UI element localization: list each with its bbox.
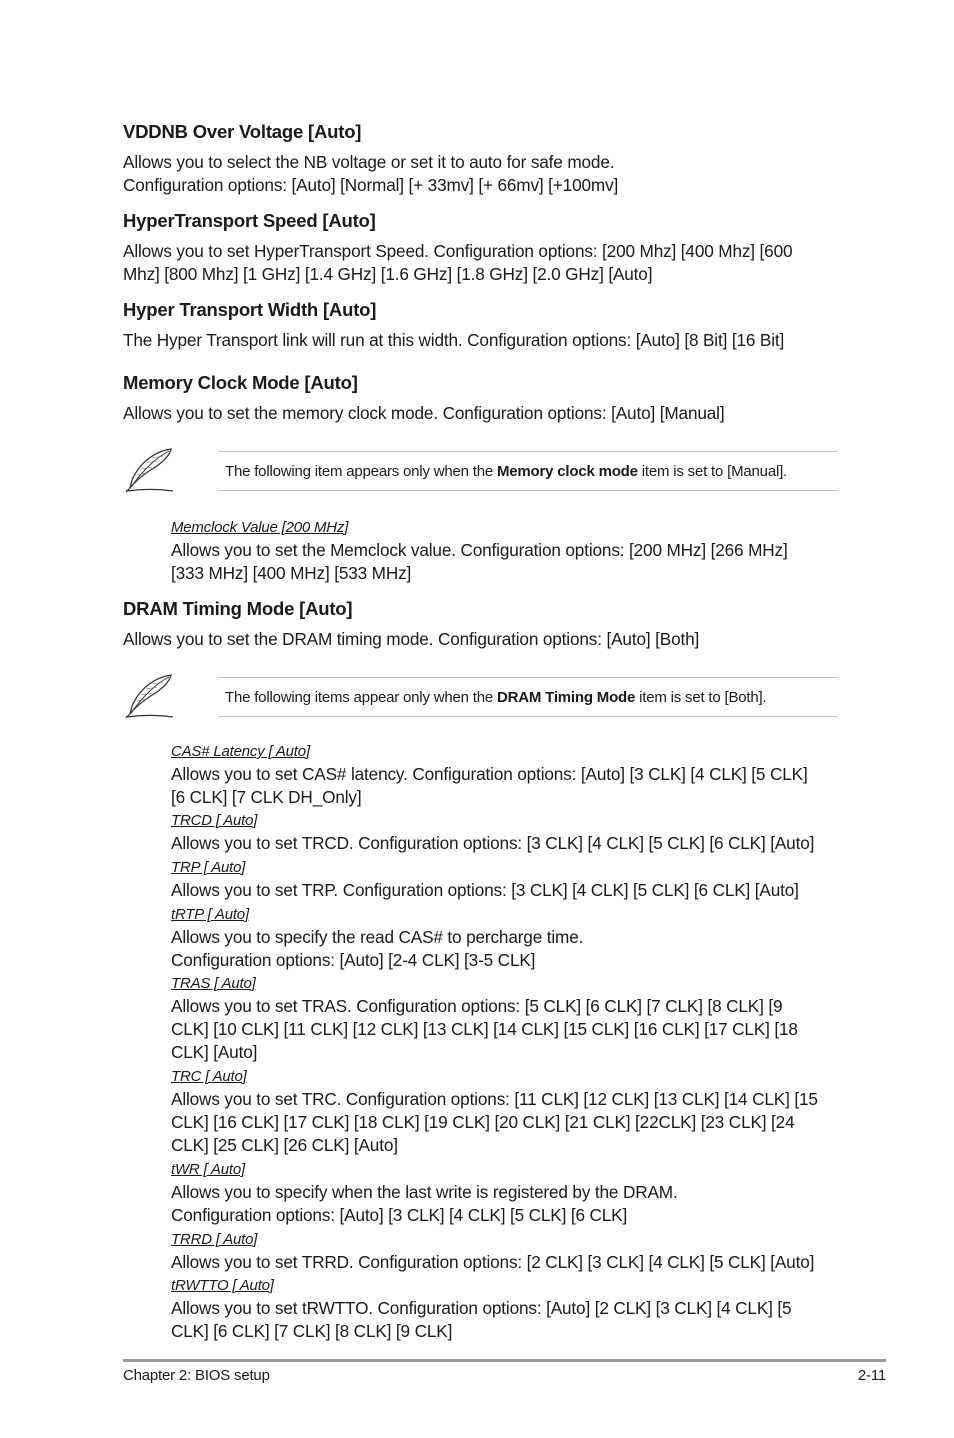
desc-line: Allows you to set the memory clock mode. Configuration options: [Auto] [Manual] (123, 403, 725, 423)
desc-line: Allows you to specify when the last write is registered by the DRAM. (171, 1182, 678, 1202)
note-pre: The following item appears only when the (225, 463, 497, 480)
desc-line: CLK] [6 CLK] [7 CLK] [8 CLK] [9 CLK] (171, 1321, 453, 1341)
desc-line: Allows you to select the NB voltage or set it to auto for safe mode. (123, 152, 615, 172)
desc-line: Allows you to set HyperTransport Speed. Configuration options: [200 Mhz] [400 Mhz] [600 (123, 241, 793, 261)
section-desc-dram-timing-mode (123, 628, 699, 651)
subitem-desc-twr (171, 1181, 678, 1227)
desc-line: Mhz] [800 Mhz] [1 GHz] [1.4 GHz] [1.6 GHz] [1.8 GHz] [2.0 GHz] [Auto] (123, 264, 653, 284)
subitem-desc-tras (171, 995, 798, 1064)
section-desc-mem-clock-mode (123, 402, 724, 425)
note-post: item is set to [Both]. (635, 689, 767, 706)
desc-line: Allows you to set TRP. Configuration options: [3 CLK] [4 CLK] [5 CLK] [6 CLK] [Auto] (171, 880, 799, 900)
desc-line: Allows you to set CAS# latency. Configuration options: [Auto] [3 CLK] [4 CLK] [5 CLK] (171, 764, 808, 784)
desc-line: CLK] [Auto] (171, 1042, 258, 1062)
subitem-title-cas-latency: CAS# Latency [ Auto] (171, 743, 310, 760)
subitem-desc-trwtto (171, 1297, 791, 1343)
subitem-desc-trp (171, 879, 799, 902)
subitem-title-tras: TRAS [ Auto] (171, 975, 256, 992)
subitem-title-twr: tWR [ Auto] (171, 1161, 245, 1178)
subitem-desc-trc (171, 1088, 818, 1157)
desc-line: [333 MHz] [400 MHz] [533 MHz] (171, 563, 412, 583)
subitem-title-trc: TRC [ Auto] (171, 1068, 247, 1085)
desc-line: Allows you to set TRC. Configuration options: [11 CLK] [12 CLK] [13 CLK] [14 CLK] [15 (171, 1089, 818, 1109)
subitem-title-trwtto: tRWTTO [ Auto] (171, 1277, 274, 1294)
subitem-title-trcd: TRCD [ Auto] (171, 812, 258, 829)
note-bold: DRAM Timing Mode (496, 689, 636, 706)
subitem-title-memclock: Memclock Value [200 MHz] (171, 519, 349, 536)
desc-line: [6 CLK] [7 CLK DH_Only] (171, 787, 362, 807)
subitem-title-trtp: tRTP [ Auto] (171, 906, 249, 923)
note-text (225, 689, 766, 706)
desc-line: CLK] [10 CLK] [11 CLK] [12 CLK] [13 CLK] [14 CLK] [15 CLK] [16 CLK] [17 CLK] [18 (171, 1019, 798, 1039)
desc-line: Allows you to set the Memclock value. Configuration options: [200 MHz] [266 MHz] (171, 540, 788, 560)
desc-line: CLK] [16 CLK] [17 CLK] [18 CLK] [19 CLK] [20 CLK] [21 CLK] [22CLK] [23 CLK] [24 (171, 1112, 795, 1132)
note-pre: The following items appear only when the (225, 689, 497, 706)
section-title-ht-width: Hyper Transport Width [Auto] (123, 299, 377, 320)
desc-line: Allows you to set TRCD. Configuration options: [3 CLK] [4 CLK] [5 CLK] [6 CLK] [Auto] (171, 833, 815, 853)
section-title-vddnb: VDDNB Over Voltage [Auto] (123, 121, 362, 142)
section-desc-ht-width (123, 329, 784, 352)
note-pen-icon (123, 672, 175, 720)
desc-line: Allows you to specify the read CAS# to percharge time. (171, 927, 584, 947)
note-text (225, 463, 787, 480)
note-bold: Memory clock mode (496, 463, 638, 480)
desc-line: Allows you to set the DRAM timing mode. Configuration options: [Auto] [Both] (123, 629, 700, 649)
subitem-desc-memclock (171, 539, 788, 585)
section-title-ht-speed: HyperTransport Speed [Auto] (123, 210, 376, 231)
section-title-dram-timing-mode: DRAM Timing Mode [Auto] (123, 598, 353, 619)
desc-line: Configuration options: [Auto] [Normal] [+ 33mv] [+ 66mv] [+100mv] (123, 175, 619, 195)
subitem-desc-trcd (171, 832, 814, 855)
footer-chapter: Chapter 2: BIOS setup (123, 1367, 270, 1384)
subitem-title-trrd: TRRD [ Auto] (171, 1231, 258, 1248)
desc-line: The Hyper Transport link will run at this width. Configuration options: [Auto] [8 Bit] [16 Bit] (123, 330, 785, 350)
note-box-manual (218, 451, 838, 491)
footer-page-number: 2-11 (857, 1367, 886, 1384)
note-pen-icon (123, 446, 175, 494)
desc-line: Allows you to set TRAS. Configuration options: [5 CLK] [6 CLK] [7 CLK] [8 CLK] [9 (171, 996, 783, 1016)
note-box-both (218, 677, 838, 717)
subitem-desc-trrd (171, 1251, 814, 1274)
subitem-title-trp: TRP [ Auto] (171, 859, 246, 876)
desc-line: CLK] [25 CLK] [26 CLK] [Auto] (171, 1135, 398, 1155)
desc-line: Configuration options: [Auto] [2-4 CLK] [3-5 CLK] (171, 950, 536, 970)
footer-rule (123, 1359, 886, 1362)
desc-line: Configuration options: [Auto] [3 CLK] [4 CLK] [5 CLK] [6 CLK] (171, 1205, 628, 1225)
desc-line: Allows you to set tRWTTO. Configuration options: [Auto] [2 CLK] [3 CLK] [4 CLK] [5 (171, 1298, 792, 1318)
section-desc-vddnb (123, 151, 618, 197)
note-post: item is set to [Manual]. (637, 463, 788, 480)
desc-line: Allows you to set TRRD. Configuration options: [2 CLK] [3 CLK] [4 CLK] [5 CLK] [Auto] (171, 1252, 815, 1272)
section-desc-ht-speed (123, 240, 792, 286)
subitem-desc-cas-latency (171, 763, 808, 809)
subitem-desc-trtp (171, 926, 583, 972)
section-title-mem-clock-mode: Memory Clock Mode [Auto] (123, 372, 358, 393)
